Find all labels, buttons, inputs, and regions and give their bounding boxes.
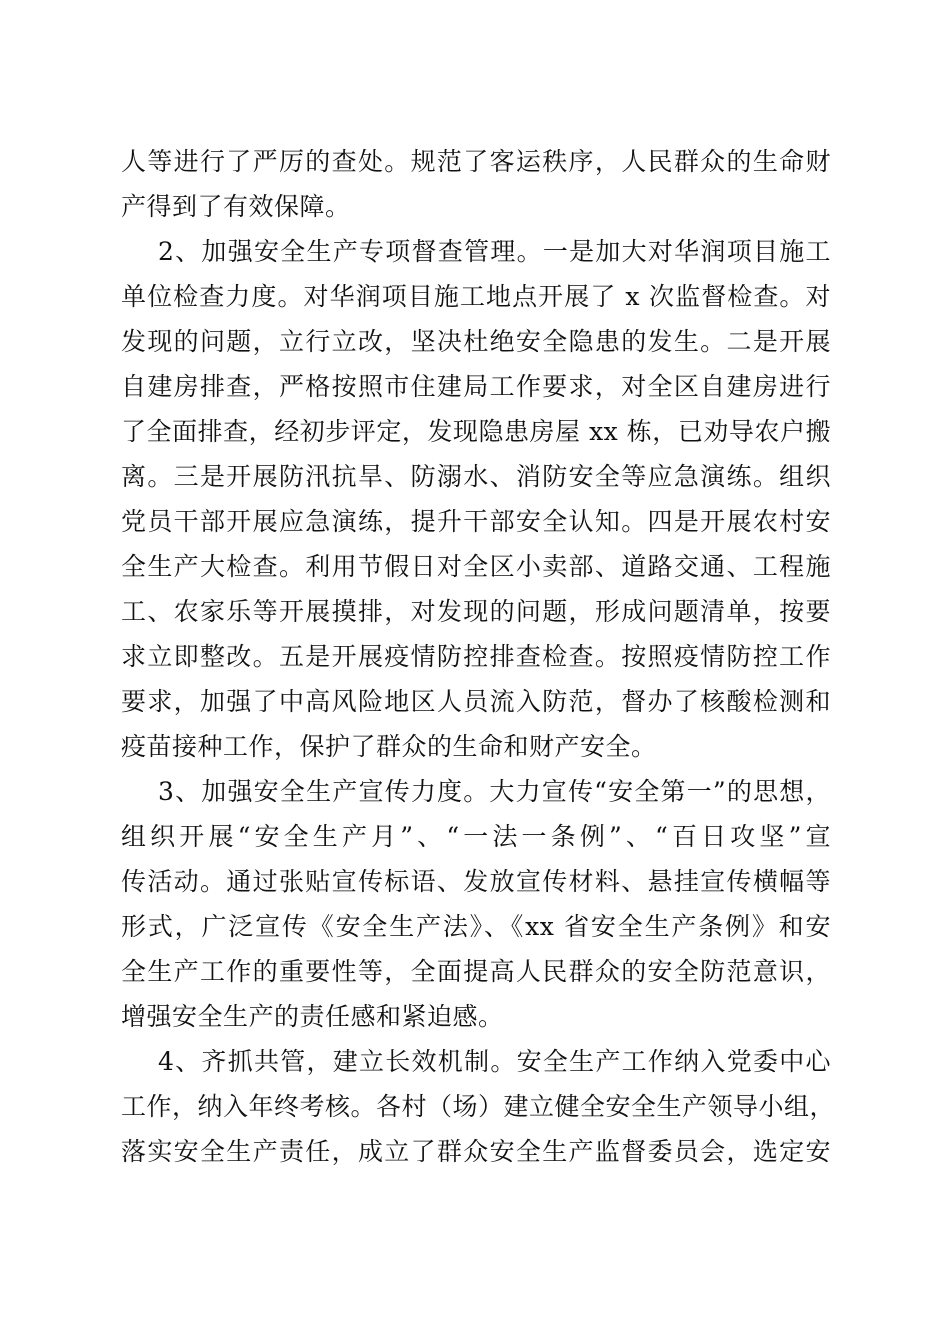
text-line: 形式，广泛宣传《安全生产法》、《xx 省安全生产条例》和安 (121, 912, 831, 941)
text-line: 传活动。通过张贴宣传标语、发放宣传材料、悬挂宣传横幅等 (121, 867, 831, 896)
text-line: 离。三是开展防汛抗旱、防溺水、消防安全等应急演练。组织 (121, 462, 831, 491)
text-line: 疫苗接种工作，保护了群众的生命和财产安全。 (121, 732, 657, 761)
text-line: 人等进行了严厉的查处。规范了客运秩序，人民群众的生命财 (121, 147, 831, 176)
text-line: 工作，纳入年终考核。各村（场）建立健全安全生产领导小组， (121, 1092, 836, 1121)
paragraph-first-line: 3、加强安全生产宣传力度。大力宣传“安全第一”的思想， (158, 777, 831, 806)
text-line: 单位检查力度。对华润项目施工地点开展了 x 次监督检查。对 (121, 282, 831, 311)
text-line: 全生产工作的重要性等，全面提高人民群众的安全防范意识， (121, 957, 831, 986)
text-line: 要求，加强了中高风险地区人员流入防范，督办了核酸检测和 (121, 687, 831, 716)
text-line: 全生产大检查。利用节假日对全区小卖部、道路交通、工程施 (121, 552, 831, 581)
text-line: 自建房排查，严格按照市住建局工作要求，对全区自建房进行 (121, 372, 831, 401)
text-line: 组织开展“安全生产月”、“一法一条例”、“百日攻坚”宣 (121, 822, 831, 851)
text-line: 发现的问题，立行立改，坚决杜绝安全隐患的发生。二是开展 (121, 327, 831, 356)
paragraph-first-line: 4、齐抓共管，建立长效机制。安全生产工作纳入党委中心 (158, 1047, 831, 1076)
paragraph-first-line: 2、加强安全生产专项督查管理。一是加大对华润项目施工 (158, 237, 831, 266)
text-line: 工、农家乐等开展摸排，对发现的问题，形成问题清单，按要 (121, 597, 831, 626)
text-line: 产得到了有效保障。 (121, 192, 351, 221)
text-line: 党员干部开展应急演练，提升干部安全认知。四是开展农村安 (121, 507, 831, 536)
text-line: 增强安全生产的责任感和紧迫感。 (121, 1002, 504, 1031)
text-line: 求立即整改。五是开展疫情防控排查检查。按照疫情防控工作 (121, 642, 831, 671)
text-line: 了全面排查，经初步评定，发现隐患房屋 xx 栋，已劝导农户搬 (121, 417, 831, 446)
text-line: 落实安全生产责任，成立了群众安全生产监督委员会，选定安 (121, 1137, 831, 1166)
